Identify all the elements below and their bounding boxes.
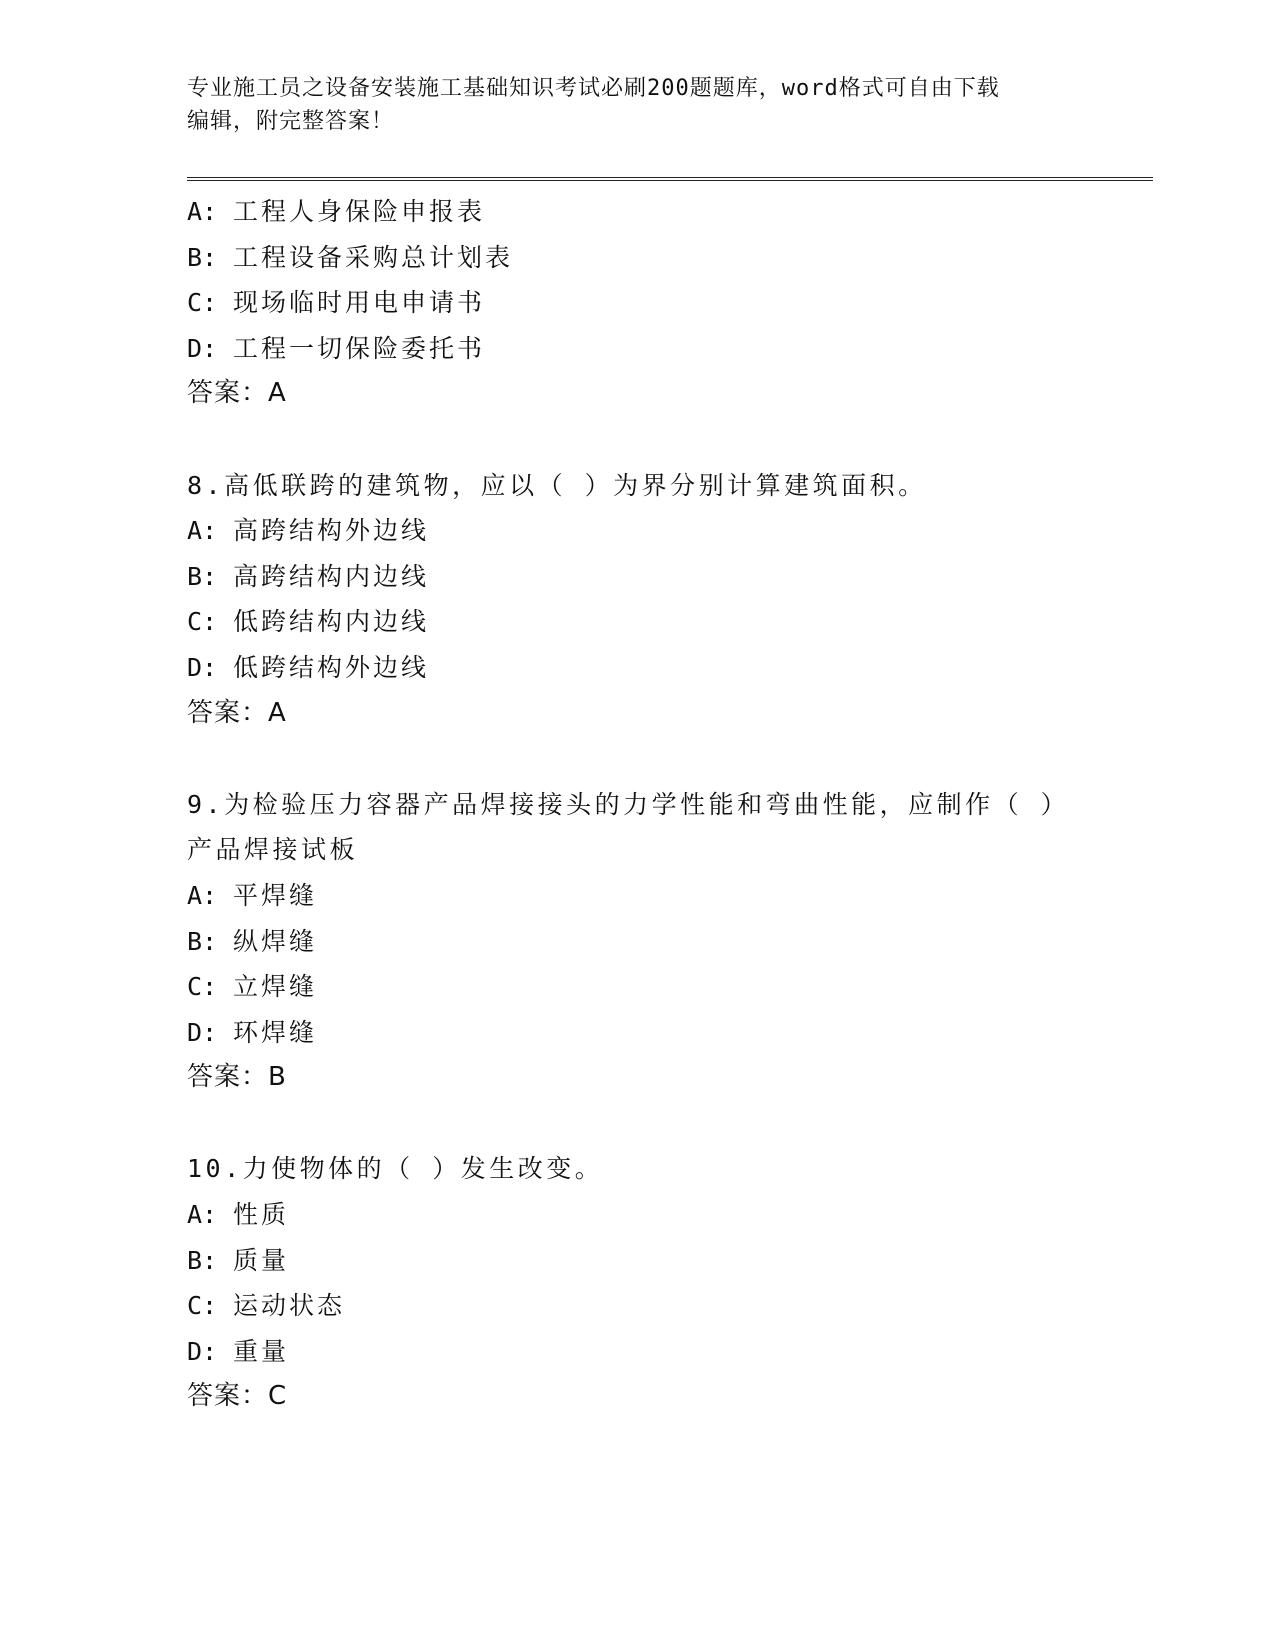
option-text: 纵焊缝 [233, 926, 318, 956]
option-text: 平焊缝 [233, 880, 318, 910]
option-key: D: [187, 652, 218, 682]
option-key: C: [187, 1291, 218, 1321]
option-text: 低跨结构外边线 [233, 652, 430, 682]
question-10 [187, 1146, 1147, 1420]
spacer [187, 417, 1147, 463]
answer-line: 答案：A [187, 378, 287, 409]
question-7 [187, 189, 1147, 417]
answer-line: 答案：B [187, 1062, 287, 1093]
option-key: A: [187, 197, 218, 226]
header-divider [187, 177, 1153, 181]
option-d [187, 645, 1147, 691]
option-text: 运动状态 [233, 1291, 346, 1321]
option-key: A: [187, 880, 218, 910]
option-key: A: [187, 1200, 218, 1230]
header-line-2: 编辑，附完整答案！ [187, 109, 395, 134]
option-text: 低跨结构内边线 [233, 607, 430, 637]
option-a [187, 873, 1147, 919]
option-text: 质量 [233, 1245, 290, 1275]
question-text: 8.高低联跨的建筑物，应以（ ）为界分别计算建筑面积。 [187, 470, 927, 500]
answer-line: 答案：C [187, 1381, 288, 1412]
option-key: D: [187, 1017, 218, 1047]
option-key: C: [187, 607, 218, 637]
question-text-line-1: 9.为检验压力容器产品焊接接头的力学性能和弯曲性能，应制作（ ） [187, 789, 1070, 819]
question-text: 10.力使物体的（ ）发生改变。 [187, 1154, 604, 1184]
option-c [187, 964, 1147, 1010]
option-text: 高跨结构外边线 [233, 516, 430, 546]
option-key: D: [187, 1336, 218, 1366]
option-b [187, 554, 1147, 600]
option-key: B: [187, 242, 218, 272]
option-text: 性质 [233, 1200, 290, 1230]
spacer [187, 736, 1147, 782]
option-key: D: [187, 333, 218, 363]
option-text: 工程设备采购总计划表 [233, 242, 514, 272]
option-text: 重量 [233, 1336, 290, 1366]
spacer [187, 1101, 1147, 1147]
option-b [187, 1238, 1147, 1284]
option-c [187, 1283, 1147, 1329]
question-9 [187, 782, 1147, 1101]
option-a [187, 189, 1147, 235]
question-8 [187, 463, 1147, 737]
option-d [187, 1329, 1147, 1375]
question-text-line-2: 产品焊接试板 [187, 835, 359, 865]
option-text: 工程人身保险申报表 [233, 197, 486, 226]
option-key: C: [187, 288, 218, 318]
option-key: A: [187, 516, 218, 546]
option-d [187, 1010, 1147, 1056]
option-a [187, 1192, 1147, 1238]
document-header [187, 72, 1087, 138]
option-b [187, 919, 1147, 965]
option-text: 工程一切保险委托书 [233, 333, 486, 363]
option-a [187, 508, 1147, 554]
option-key: C: [187, 972, 218, 1002]
option-text: 立焊缝 [233, 972, 318, 1002]
option-text: 现场临时用电申请书 [233, 288, 486, 318]
option-d [187, 326, 1147, 372]
option-c [187, 599, 1147, 645]
option-key: B: [187, 1245, 218, 1275]
header-line-1: 专业施工员之设备安装施工基础知识考试必刷200题题库，word格式可自由下载 [187, 76, 1000, 101]
answer-line: 答案：A [187, 697, 287, 728]
option-c [187, 280, 1147, 326]
option-text: 环焊缝 [233, 1017, 318, 1047]
option-key: B: [187, 926, 218, 956]
option-b [187, 235, 1147, 281]
option-text: 高跨结构内边线 [233, 561, 430, 591]
option-key: B: [187, 561, 218, 591]
question-list [187, 189, 1147, 1420]
